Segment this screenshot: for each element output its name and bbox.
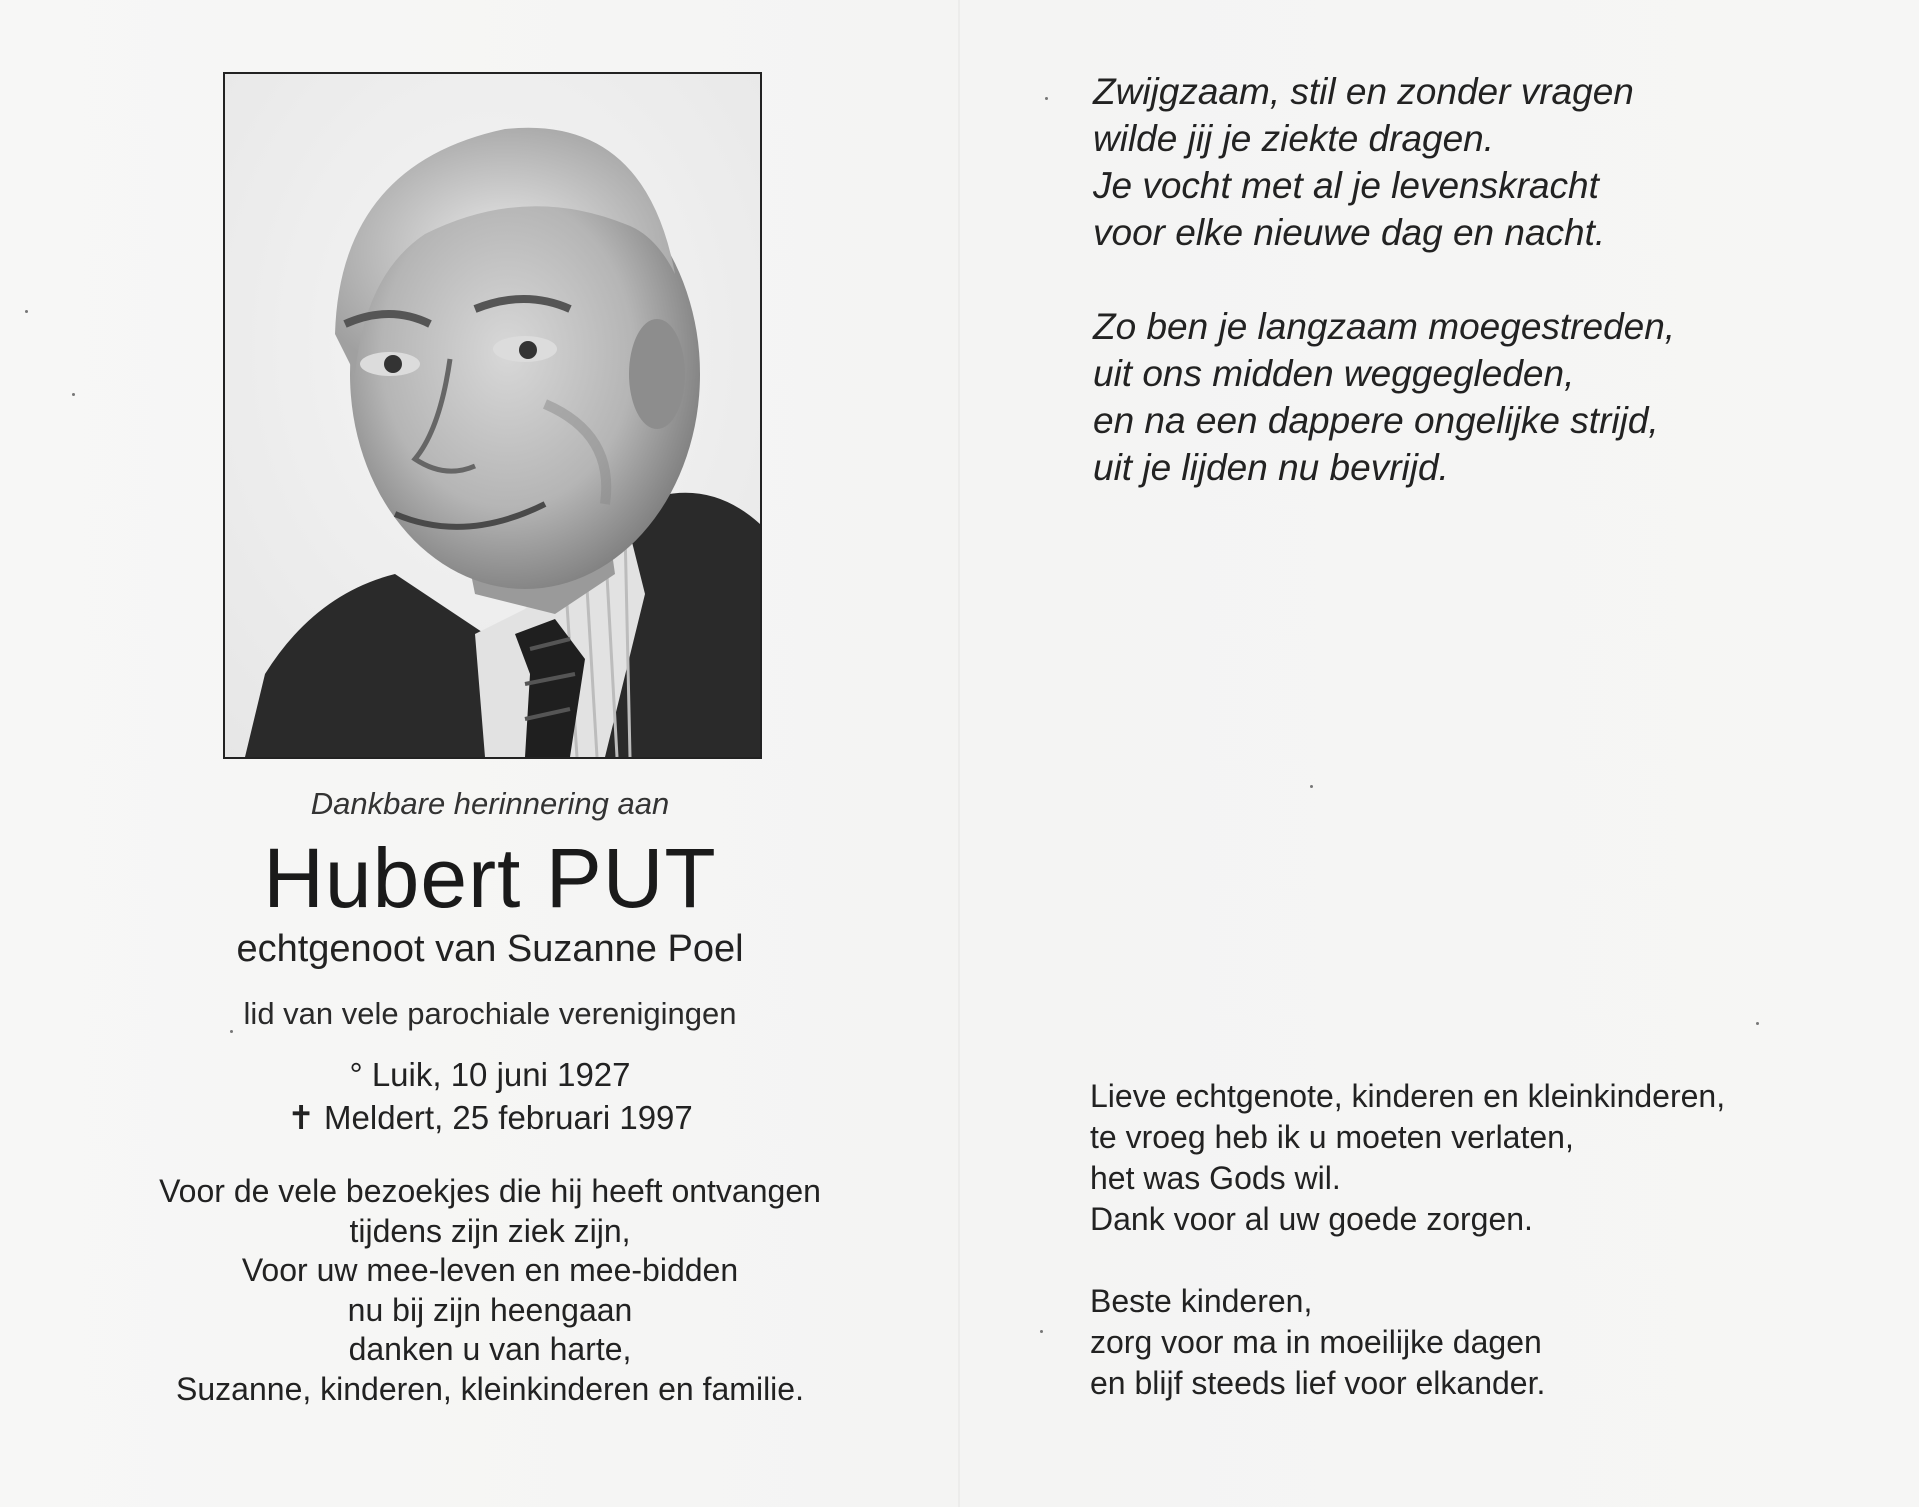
- paper-speck: [230, 1030, 233, 1033]
- poem-line: uit je lijden nu bevrijd.: [1093, 447, 1449, 488]
- poem-stanza-2: [1093, 303, 1675, 491]
- farewell-message: [1090, 1076, 1725, 1445]
- farewell-line: Lieve echtgenote, kinderen en kleinkinderen,: [1090, 1078, 1726, 1114]
- farewell-line: en blijf steeds lief voor elkander.: [1090, 1365, 1546, 1401]
- thanks-paragraph: [110, 1172, 870, 1409]
- farewell-line: zorg voor ma in moeilijke dagen: [1090, 1324, 1542, 1360]
- spouse-line: echtgenoot van Suzanne Poel: [236, 928, 744, 970]
- paper-speck: [1045, 97, 1048, 100]
- poem-line: en na een dappere ongelijke strijd,: [1093, 400, 1659, 441]
- farewell-line: Beste kinderen,: [1090, 1283, 1313, 1319]
- farewell-stanza-2: [1090, 1281, 1725, 1404]
- thanks-line: danken u van harte,: [348, 1331, 632, 1367]
- paper-speck: [1310, 785, 1313, 788]
- thanks-line: tijdens zijn ziek zijn,: [349, 1212, 631, 1249]
- poem-line: Zwijgzaam, stil en zonder vragen: [1093, 71, 1634, 112]
- thanks-line: Voor de vele bezoekjes die hij heeft ontvangen: [159, 1173, 821, 1209]
- poem-line: voor elke nieuwe dag en nacht.: [1093, 212, 1606, 253]
- poem-line: Zo ben je langzaam moegestreden,: [1093, 306, 1676, 347]
- paper-speck: [1040, 1330, 1043, 1333]
- death-line: ✝ Meldert, 25 februari 1997: [287, 1099, 693, 1136]
- farewell-line: Dank voor al uw goede zorgen.: [1090, 1201, 1533, 1237]
- thanks-line: Suzanne, kinderen, kleinkinderen en familie.: [176, 1370, 804, 1407]
- paper-speck: [72, 393, 75, 396]
- poem: [1093, 68, 1675, 538]
- portrait-image: [225, 74, 760, 757]
- card-fold: [958, 0, 960, 1507]
- poem-line: wilde jij je ziekte dragen.: [1093, 118, 1495, 159]
- paper-speck: [25, 310, 28, 313]
- farewell-line: te vroeg heb ik u moeten verlaten,: [1090, 1119, 1574, 1155]
- deceased-name: Hubert PUT: [263, 831, 717, 925]
- membership-line: lid van vele parochiale verenigingen: [243, 996, 737, 1031]
- thanks-line: nu bij zijn heengaan: [347, 1291, 633, 1328]
- farewell-line: het was Gods wil.: [1090, 1160, 1341, 1196]
- birth-line: ° Luik, 10 juni 1927: [349, 1056, 631, 1093]
- remembrance-intro: Dankbare herinnering aan: [310, 786, 670, 821]
- poem-stanza-1: [1093, 68, 1675, 256]
- paper-speck: [1756, 1022, 1759, 1025]
- portrait-photo: [223, 72, 762, 759]
- poem-line: Je vocht met al je levenskracht: [1093, 165, 1599, 206]
- farewell-stanza-1: [1090, 1076, 1725, 1240]
- thanks-line: Voor uw mee-leven en mee-bidden: [241, 1252, 739, 1288]
- poem-line: uit ons midden weggegleden,: [1093, 353, 1575, 394]
